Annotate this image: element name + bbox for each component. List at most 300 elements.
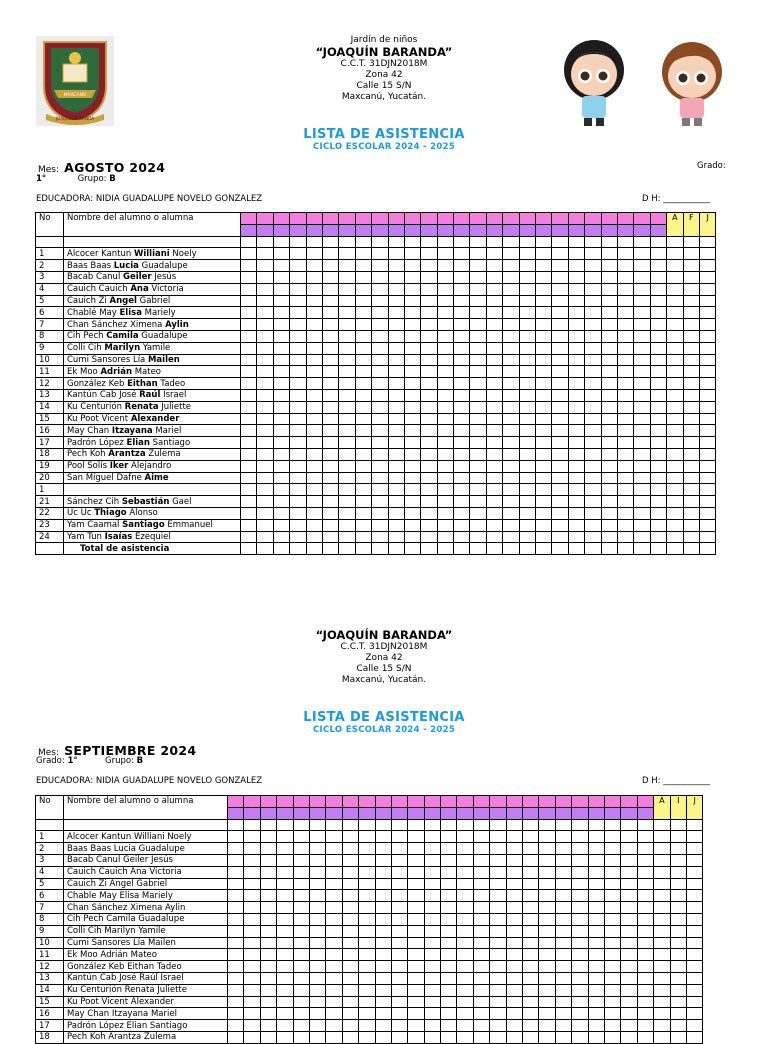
attendance-cell[interactable] [359, 902, 375, 914]
attendance-cell[interactable] [241, 283, 257, 295]
attendance-cell[interactable] [536, 354, 552, 366]
attendance-cell[interactable] [686, 854, 702, 866]
attendance-cell[interactable] [424, 854, 440, 866]
attendance-cell[interactable] [454, 248, 470, 260]
attendance-cell[interactable] [257, 248, 273, 260]
attendance-cell[interactable] [273, 507, 289, 519]
attendance-cell[interactable] [699, 271, 715, 283]
attendance-cell[interactable] [342, 1031, 358, 1043]
attendance-cell[interactable] [585, 484, 601, 496]
attendance-cell[interactable] [686, 1031, 702, 1043]
attendance-cell[interactable] [699, 389, 715, 401]
attendance-cell[interactable] [621, 890, 637, 902]
attendance-cell[interactable] [552, 389, 568, 401]
attendance-cell[interactable] [486, 330, 502, 342]
attendance-cell[interactable] [670, 866, 686, 878]
attendance-cell[interactable] [470, 248, 486, 260]
attendance-cell[interactable] [523, 902, 539, 914]
attendance-cell[interactable] [634, 531, 650, 543]
attendance-cell[interactable] [408, 984, 424, 996]
attendance-cell[interactable] [437, 295, 453, 307]
attendance-cell[interactable] [601, 366, 617, 378]
attendance-cell[interactable] [441, 866, 457, 878]
attendance-cell[interactable] [670, 843, 686, 855]
attendance-cell[interactable] [617, 330, 633, 342]
attendance-cell[interactable] [555, 1020, 571, 1032]
attendance-cell[interactable] [342, 878, 358, 890]
attendance-cell[interactable] [486, 437, 502, 449]
attendance-cell[interactable] [634, 354, 650, 366]
attendance-cell[interactable] [523, 996, 539, 1008]
attendance-cell[interactable] [408, 843, 424, 855]
attendance-cell[interactable] [260, 854, 276, 866]
attendance-cell[interactable] [326, 925, 342, 937]
attendance-cell[interactable] [326, 831, 342, 843]
attendance-cell[interactable] [293, 996, 309, 1008]
attendance-cell[interactable] [555, 949, 571, 961]
attendance-cell[interactable] [454, 472, 470, 484]
attendance-cell[interactable] [539, 984, 555, 996]
attendance-cell[interactable] [421, 366, 437, 378]
attendance-cell[interactable] [342, 1008, 358, 1020]
attendance-cell[interactable] [572, 866, 588, 878]
attendance-cell[interactable] [391, 866, 407, 878]
attendance-cell[interactable] [506, 878, 522, 890]
attendance-cell[interactable] [621, 831, 637, 843]
attendance-cell[interactable] [391, 996, 407, 1008]
attendance-cell[interactable] [244, 890, 260, 902]
attendance-cell[interactable] [617, 389, 633, 401]
attendance-cell[interactable] [699, 378, 715, 390]
attendance-cell[interactable] [375, 854, 391, 866]
attendance-cell[interactable] [552, 283, 568, 295]
attendance-cell[interactable] [503, 389, 519, 401]
attendance-cell[interactable] [585, 531, 601, 543]
attendance-cell[interactable] [588, 949, 604, 961]
attendance-cell[interactable] [519, 307, 535, 319]
attendance-cell[interactable] [523, 949, 539, 961]
attendance-cell[interactable] [568, 496, 584, 508]
attendance-cell[interactable] [388, 366, 404, 378]
attendance-cell[interactable] [667, 307, 683, 319]
attendance-cell[interactable] [604, 984, 620, 996]
attendance-cell[interactable] [670, 925, 686, 937]
attendance-cell[interactable] [572, 1008, 588, 1020]
attendance-cell[interactable] [454, 519, 470, 531]
attendance-cell[interactable] [552, 531, 568, 543]
attendance-cell[interactable] [490, 961, 506, 973]
attendance-cell[interactable] [683, 283, 699, 295]
attendance-cell[interactable] [601, 460, 617, 472]
attendance-cell[interactable] [621, 984, 637, 996]
attendance-cell[interactable] [536, 531, 552, 543]
attendance-cell[interactable] [408, 831, 424, 843]
attendance-cell[interactable] [260, 1008, 276, 1020]
attendance-cell[interactable] [486, 425, 502, 437]
attendance-cell[interactable] [654, 878, 670, 890]
attendance-cell[interactable] [699, 366, 715, 378]
attendance-cell[interactable] [699, 531, 715, 543]
attendance-cell[interactable] [519, 389, 535, 401]
attendance-cell[interactable] [424, 878, 440, 890]
attendance-cell[interactable] [437, 354, 453, 366]
attendance-cell[interactable] [306, 342, 322, 354]
attendance-cell[interactable] [355, 366, 371, 378]
attendance-cell[interactable] [637, 961, 653, 973]
attendance-cell[interactable] [309, 866, 325, 878]
attendance-cell[interactable] [257, 319, 273, 331]
attendance-cell[interactable] [670, 1008, 686, 1020]
attendance-cell[interactable] [568, 389, 584, 401]
attendance-cell[interactable] [572, 902, 588, 914]
attendance-cell[interactable] [277, 972, 293, 984]
attendance-cell[interactable] [404, 330, 420, 342]
attendance-cell[interactable] [686, 937, 702, 949]
attendance-cell[interactable] [536, 307, 552, 319]
attendance-cell[interactable] [273, 342, 289, 354]
attendance-cell[interactable] [424, 996, 440, 1008]
attendance-cell[interactable] [273, 295, 289, 307]
attendance-cell[interactable] [699, 248, 715, 260]
attendance-cell[interactable] [424, 949, 440, 961]
attendance-cell[interactable] [486, 413, 502, 425]
attendance-cell[interactable] [404, 248, 420, 260]
attendance-cell[interactable] [637, 937, 653, 949]
attendance-cell[interactable] [588, 890, 604, 902]
attendance-cell[interactable] [273, 496, 289, 508]
attendance-cell[interactable] [293, 1008, 309, 1020]
attendance-cell[interactable] [654, 866, 670, 878]
attendance-cell[interactable] [306, 460, 322, 472]
attendance-cell[interactable] [342, 843, 358, 855]
attendance-cell[interactable] [228, 1031, 244, 1043]
attendance-cell[interactable] [634, 389, 650, 401]
attendance-cell[interactable] [375, 984, 391, 996]
attendance-cell[interactable] [257, 484, 273, 496]
attendance-cell[interactable] [228, 984, 244, 996]
attendance-cell[interactable] [585, 519, 601, 531]
attendance-cell[interactable] [408, 996, 424, 1008]
attendance-cell[interactable] [473, 961, 489, 973]
attendance-cell[interactable] [322, 531, 338, 543]
attendance-cell[interactable] [322, 271, 338, 283]
attendance-cell[interactable] [391, 843, 407, 855]
attendance-cell[interactable] [470, 366, 486, 378]
attendance-cell[interactable] [523, 854, 539, 866]
attendance-cell[interactable] [421, 342, 437, 354]
attendance-cell[interactable] [309, 1020, 325, 1032]
attendance-cell[interactable] [683, 248, 699, 260]
attendance-cell[interactable] [244, 843, 260, 855]
attendance-cell[interactable] [241, 389, 257, 401]
attendance-cell[interactable] [257, 437, 273, 449]
attendance-cell[interactable] [568, 484, 584, 496]
attendance-cell[interactable] [683, 319, 699, 331]
attendance-cell[interactable] [257, 307, 273, 319]
attendance-cell[interactable] [372, 319, 388, 331]
attendance-cell[interactable] [506, 961, 522, 973]
attendance-cell[interactable] [244, 913, 260, 925]
attendance-cell[interactable] [552, 484, 568, 496]
attendance-cell[interactable] [555, 972, 571, 984]
attendance-cell[interactable] [437, 507, 453, 519]
attendance-cell[interactable] [457, 1031, 473, 1043]
attendance-cell[interactable] [470, 330, 486, 342]
attendance-cell[interactable] [568, 271, 584, 283]
attendance-cell[interactable] [372, 260, 388, 272]
attendance-cell[interactable] [342, 925, 358, 937]
attendance-cell[interactable] [388, 496, 404, 508]
attendance-cell[interactable] [421, 307, 437, 319]
attendance-cell[interactable] [293, 902, 309, 914]
attendance-cell[interactable] [667, 437, 683, 449]
attendance-cell[interactable] [359, 831, 375, 843]
attendance-cell[interactable] [470, 437, 486, 449]
attendance-cell[interactable] [342, 996, 358, 1008]
attendance-cell[interactable] [424, 972, 440, 984]
attendance-cell[interactable] [244, 1031, 260, 1043]
attendance-cell[interactable] [260, 1031, 276, 1043]
attendance-cell[interactable] [506, 843, 522, 855]
attendance-cell[interactable] [277, 937, 293, 949]
attendance-cell[interactable] [326, 854, 342, 866]
attendance-cell[interactable] [257, 413, 273, 425]
attendance-cell[interactable] [273, 519, 289, 531]
attendance-cell[interactable] [322, 437, 338, 449]
attendance-cell[interactable] [309, 1031, 325, 1043]
attendance-cell[interactable] [601, 330, 617, 342]
attendance-cell[interactable] [604, 996, 620, 1008]
attendance-cell[interactable] [391, 902, 407, 914]
attendance-cell[interactable] [506, 949, 522, 961]
attendance-cell[interactable] [470, 460, 486, 472]
attendance-cell[interactable] [437, 531, 453, 543]
attendance-cell[interactable] [293, 890, 309, 902]
attendance-cell[interactable] [277, 1008, 293, 1020]
attendance-cell[interactable] [552, 378, 568, 390]
attendance-cell[interactable] [503, 484, 519, 496]
attendance-cell[interactable] [552, 472, 568, 484]
attendance-cell[interactable] [375, 890, 391, 902]
attendance-cell[interactable] [686, 831, 702, 843]
attendance-cell[interactable] [486, 448, 502, 460]
attendance-cell[interactable] [404, 401, 420, 413]
attendance-cell[interactable] [503, 248, 519, 260]
attendance-cell[interactable] [667, 319, 683, 331]
attendance-cell[interactable] [686, 961, 702, 973]
attendance-cell[interactable] [604, 890, 620, 902]
attendance-cell[interactable] [355, 472, 371, 484]
attendance-cell[interactable] [490, 996, 506, 1008]
attendance-cell[interactable] [699, 448, 715, 460]
attendance-cell[interactable] [257, 425, 273, 437]
attendance-cell[interactable] [244, 984, 260, 996]
attendance-cell[interactable] [568, 460, 584, 472]
attendance-cell[interactable] [454, 484, 470, 496]
attendance-cell[interactable] [617, 354, 633, 366]
attendance-cell[interactable] [408, 961, 424, 973]
attendance-cell[interactable] [273, 366, 289, 378]
attendance-cell[interactable] [667, 460, 683, 472]
attendance-cell[interactable] [588, 925, 604, 937]
attendance-cell[interactable] [404, 283, 420, 295]
attendance-cell[interactable] [342, 1020, 358, 1032]
attendance-cell[interactable] [490, 1008, 506, 1020]
attendance-cell[interactable] [273, 401, 289, 413]
attendance-cell[interactable] [634, 366, 650, 378]
attendance-cell[interactable] [699, 260, 715, 272]
attendance-cell[interactable] [359, 937, 375, 949]
attendance-cell[interactable] [404, 531, 420, 543]
attendance-cell[interactable] [277, 1031, 293, 1043]
attendance-cell[interactable] [588, 1008, 604, 1020]
attendance-cell[interactable] [306, 437, 322, 449]
attendance-cell[interactable] [637, 913, 653, 925]
attendance-cell[interactable] [473, 890, 489, 902]
attendance-cell[interactable] [306, 389, 322, 401]
attendance-cell[interactable] [519, 342, 535, 354]
attendance-cell[interactable] [667, 342, 683, 354]
attendance-cell[interactable] [536, 378, 552, 390]
attendance-cell[interactable] [555, 902, 571, 914]
attendance-cell[interactable] [634, 283, 650, 295]
attendance-cell[interactable] [326, 1020, 342, 1032]
attendance-cell[interactable] [326, 937, 342, 949]
attendance-cell[interactable] [228, 1020, 244, 1032]
attendance-cell[interactable] [457, 925, 473, 937]
attendance-cell[interactable] [699, 319, 715, 331]
attendance-cell[interactable] [277, 902, 293, 914]
attendance-cell[interactable] [486, 307, 502, 319]
attendance-cell[interactable] [588, 1031, 604, 1043]
attendance-cell[interactable] [683, 378, 699, 390]
attendance-cell[interactable] [454, 413, 470, 425]
attendance-cell[interactable] [421, 378, 437, 390]
attendance-cell[interactable] [470, 413, 486, 425]
attendance-cell[interactable] [506, 902, 522, 914]
attendance-cell[interactable] [244, 949, 260, 961]
attendance-cell[interactable] [585, 425, 601, 437]
attendance-cell[interactable] [601, 295, 617, 307]
attendance-cell[interactable] [585, 366, 601, 378]
attendance-cell[interactable] [454, 330, 470, 342]
attendance-cell[interactable] [604, 925, 620, 937]
attendance-cell[interactable] [686, 972, 702, 984]
attendance-cell[interactable] [503, 378, 519, 390]
attendance-cell[interactable] [326, 949, 342, 961]
attendance-cell[interactable] [555, 866, 571, 878]
attendance-cell[interactable] [404, 378, 420, 390]
attendance-cell[interactable] [355, 401, 371, 413]
attendance-cell[interactable] [257, 531, 273, 543]
attendance-cell[interactable] [650, 448, 666, 460]
attendance-cell[interactable] [572, 890, 588, 902]
attendance-cell[interactable] [621, 854, 637, 866]
attendance-cell[interactable] [388, 378, 404, 390]
attendance-cell[interactable] [388, 460, 404, 472]
attendance-cell[interactable] [457, 972, 473, 984]
attendance-cell[interactable] [421, 354, 437, 366]
attendance-cell[interactable] [621, 925, 637, 937]
attendance-cell[interactable] [568, 319, 584, 331]
attendance-cell[interactable] [391, 854, 407, 866]
attendance-cell[interactable] [241, 401, 257, 413]
attendance-cell[interactable] [293, 878, 309, 890]
attendance-cell[interactable] [699, 519, 715, 531]
attendance-cell[interactable] [539, 1031, 555, 1043]
attendance-cell[interactable] [257, 271, 273, 283]
attendance-cell[interactable] [421, 484, 437, 496]
attendance-cell[interactable] [441, 996, 457, 1008]
attendance-cell[interactable] [667, 519, 683, 531]
attendance-cell[interactable] [654, 961, 670, 973]
attendance-cell[interactable] [322, 378, 338, 390]
attendance-cell[interactable] [473, 925, 489, 937]
attendance-cell[interactable] [375, 1020, 391, 1032]
attendance-cell[interactable] [572, 925, 588, 937]
attendance-cell[interactable] [654, 996, 670, 1008]
attendance-cell[interactable] [241, 295, 257, 307]
attendance-cell[interactable] [699, 401, 715, 413]
attendance-cell[interactable] [585, 319, 601, 331]
attendance-cell[interactable] [555, 831, 571, 843]
attendance-cell[interactable] [503, 531, 519, 543]
attendance-cell[interactable] [503, 472, 519, 484]
attendance-cell[interactable] [454, 437, 470, 449]
attendance-cell[interactable] [572, 913, 588, 925]
attendance-cell[interactable] [339, 437, 355, 449]
attendance-cell[interactable] [457, 843, 473, 855]
attendance-cell[interactable] [391, 913, 407, 925]
attendance-cell[interactable] [617, 342, 633, 354]
attendance-cell[interactable] [457, 890, 473, 902]
attendance-cell[interactable] [473, 866, 489, 878]
attendance-cell[interactable] [244, 1020, 260, 1032]
attendance-cell[interactable] [257, 401, 273, 413]
attendance-cell[interactable] [568, 283, 584, 295]
attendance-cell[interactable] [650, 354, 666, 366]
attendance-cell[interactable] [686, 925, 702, 937]
attendance-cell[interactable] [372, 248, 388, 260]
attendance-cell[interactable] [473, 984, 489, 996]
attendance-cell[interactable] [568, 354, 584, 366]
attendance-cell[interactable] [309, 972, 325, 984]
attendance-cell[interactable] [424, 1031, 440, 1043]
attendance-cell[interactable] [290, 472, 306, 484]
attendance-cell[interactable] [523, 937, 539, 949]
attendance-cell[interactable] [290, 389, 306, 401]
attendance-cell[interactable] [244, 878, 260, 890]
attendance-cell[interactable] [568, 378, 584, 390]
attendance-cell[interactable] [523, 878, 539, 890]
attendance-cell[interactable] [309, 925, 325, 937]
attendance-cell[interactable] [326, 913, 342, 925]
attendance-cell[interactable] [601, 307, 617, 319]
attendance-cell[interactable] [273, 425, 289, 437]
attendance-cell[interactable] [241, 319, 257, 331]
attendance-cell[interactable] [523, 925, 539, 937]
attendance-cell[interactable] [536, 271, 552, 283]
attendance-cell[interactable] [322, 484, 338, 496]
attendance-cell[interactable] [552, 519, 568, 531]
attendance-cell[interactable] [670, 890, 686, 902]
attendance-cell[interactable] [290, 425, 306, 437]
attendance-cell[interactable] [568, 330, 584, 342]
attendance-cell[interactable] [457, 996, 473, 1008]
attendance-cell[interactable] [621, 996, 637, 1008]
attendance-cell[interactable] [290, 342, 306, 354]
attendance-cell[interactable] [322, 413, 338, 425]
